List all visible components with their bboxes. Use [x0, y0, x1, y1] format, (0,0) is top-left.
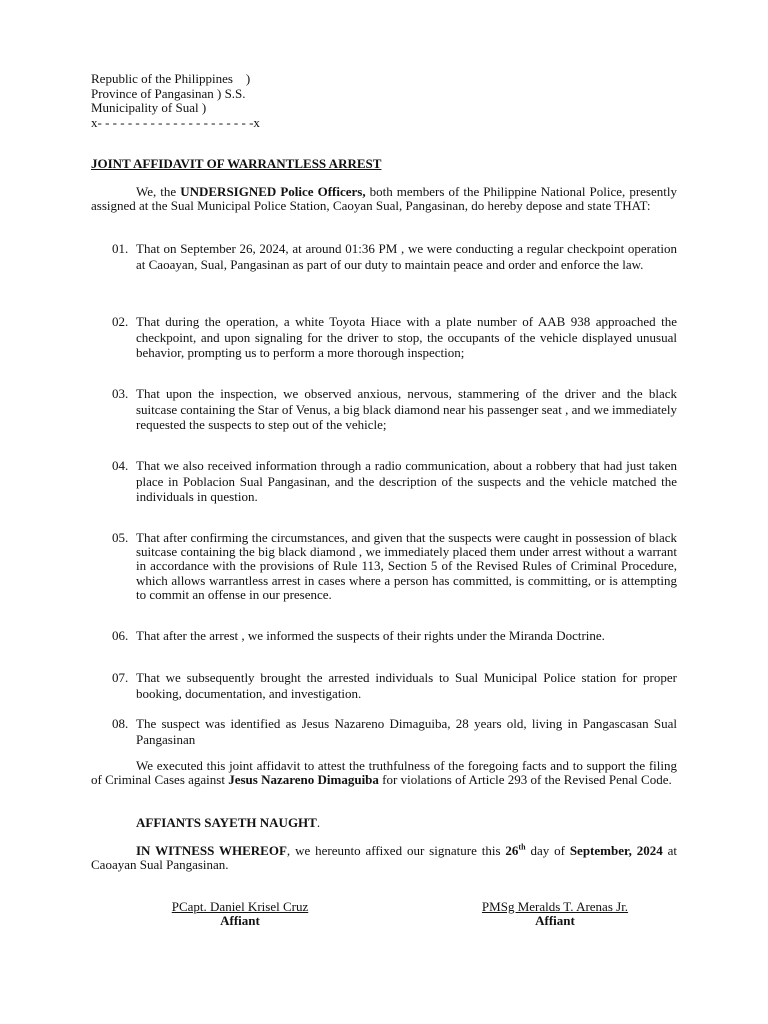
venue-header	[91, 72, 260, 130]
naught-bold-text: AFFIANTS SAYETH NAUGHT	[136, 815, 317, 830]
statement-item	[112, 386, 677, 433]
item-number: 02.	[112, 314, 129, 329]
item-text: That during the operation, a white Toyota Hiace with a plate number of AAB 938 approached the checkpoint, and upon signaling for the driver to stop, the occupants of the vehicle displayed unusual behavior, prompting us to perform a more thorough inspection;	[136, 314, 677, 361]
venue-country: Republic of the Philippines )	[91, 71, 251, 86]
item-text: That upon the inspection, we observed anxious, nervous, stammering of the driver and the black suitcase containing the Star of Venus, a big black diamond near his passenger seat , and we immediately requested the suspects to step out of the vehicle;	[136, 386, 677, 433]
document-title: JOINT AFFIDAVIT OF WARRANTLESS ARREST	[91, 156, 382, 171]
statement-item	[112, 716, 677, 747]
signatory-name: PMSg Meralds T. Arenas Jr.	[481, 899, 629, 914]
closing-paragraph	[91, 759, 677, 788]
intro-text-rest: both members of the Philippine National Police, presently assigned at the Sual Municipal Police Station, Caoyan Sual, Pangasinan, do hereby depose and state THAT:	[91, 184, 677, 214]
venue-municipality: Municipality of Sual )	[91, 100, 207, 115]
closing-text: We executed this joint affidavit to attest the truthfulness of the foregoing facts and to support the filing of Criminal Cases against	[91, 758, 677, 788]
item-number: 06.	[112, 628, 129, 643]
statement-item	[112, 314, 677, 361]
witness-bold-text: IN WITNESS WHEREOF	[136, 843, 287, 858]
suspect-name: Jesus Nazareno Dimaguiba	[228, 772, 379, 788]
signatory-role: Affiant	[535, 913, 575, 928]
item-text: That after confirming the circumstances, and given that the suspects were caught in possession of black suitcase containing the big black diamond , we immediately placed them under arrest without a warrant in accordance with the provisions of Rule 113, Section 5 of the Revised Rules of Criminal Procedure, which allows warrantless arrest in cases where a person has committed, is committing, or is attempting to commit an offense in our presence.	[136, 530, 677, 602]
item-number: 05.	[112, 530, 129, 545]
signatory-role: Affiant	[220, 913, 260, 928]
venue-divider: x- - - - - - - - - - - - - - - - - - - - -x	[91, 114, 260, 130]
item-number: 04.	[112, 458, 129, 473]
item-number: 01.	[112, 241, 129, 256]
item-text: That after the arrest , we informed the suspects of their rights under the Miranda Doctrine.	[136, 628, 605, 643]
witness-date: September, 2024	[569, 843, 663, 858]
intro-bold-text: UNDERSIGNED Police Officers,	[180, 184, 366, 199]
statement-item	[112, 458, 677, 505]
naught-period: .	[316, 815, 321, 830]
intro-text: We, the	[136, 184, 181, 199]
venue-province: Province of Pangasinan ) S.S.	[91, 85, 246, 101]
item-number: 07.	[112, 670, 129, 685]
witness-paragraph	[91, 844, 677, 873]
item-number: 03.	[112, 386, 129, 401]
witness-day-suffix: th	[518, 842, 526, 852]
witness-day: 26	[505, 843, 519, 858]
item-text: That we subsequently brought the arrested individuals to Sual Municipal Police station for proper booking, documentation, and investigation.	[136, 670, 677, 701]
item-text: That we also received information through a radio communication, about a robbery that had just taken place in Poblacion Sual Pangasinan, and the description of the suspects and the vehicle matched the individuals in question.	[136, 458, 677, 505]
closing-text-rest: for violations of Article 293 of the Revised Penal Code.	[378, 772, 672, 788]
witness-place: at Caoayan Sual Pangasinan.	[91, 843, 677, 873]
statement-item	[112, 531, 677, 602]
item-number: 08.	[112, 716, 129, 731]
item-text: That on September 26, 2024, at around 01:36 PM , we were conducting a regular checkpoint operation at Caoayan, Sual, Pangasinan as part of our duty to maintain peace and order and enforce the law.	[136, 241, 677, 272]
signatory-block	[455, 900, 655, 928]
affiants-sayeth-naught	[136, 815, 320, 831]
statement-item	[112, 629, 677, 643]
intro-paragraph	[91, 185, 677, 214]
item-text: The suspect was identified as Jesus Nazareno Dimaguiba, 28 years old, living in Pangascasan Sual Pangasinan	[136, 716, 677, 747]
statement-item	[112, 241, 677, 272]
witness-text-2: day of	[525, 843, 570, 858]
signatory-name: PCapt. Daniel Krisel Cruz	[171, 899, 309, 914]
witness-text: , we hereunto affixed our signature this	[286, 843, 506, 858]
signatory-block	[150, 900, 330, 928]
statement-item	[112, 670, 677, 701]
